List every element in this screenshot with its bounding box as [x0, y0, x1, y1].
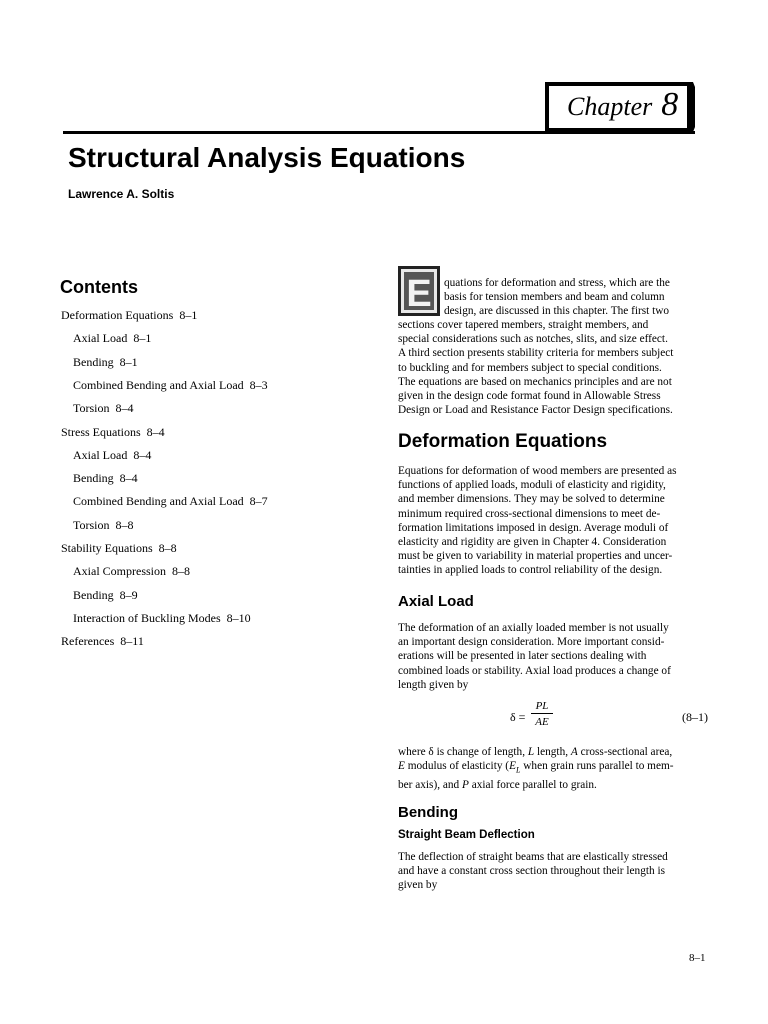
where-line: E modulus of elasticity ($E_L$ when grain runs parallel to mem- [398, 760, 674, 775]
toc-item [73, 355, 138, 370]
intro-line: basis for tension members and beam and column [444, 291, 665, 304]
author-name: Lawrence A. Soltis [68, 187, 175, 201]
toc-item-page: 8–1 [133, 331, 152, 345]
toc-item-page: 8–8 [172, 564, 190, 578]
equation-number: (8–1) [682, 710, 708, 724]
deformation-line: and member dimensions. They may be solved to determine [398, 493, 665, 506]
bending-heading: Bending [398, 804, 458, 821]
equation-lhs: δ = [510, 710, 526, 724]
axial-load-heading: Axial Load [398, 593, 474, 610]
toc-item [73, 378, 268, 393]
equation-denominator: AE [535, 716, 549, 728]
toc-item-label: Bending [73, 355, 114, 369]
toc-item-page: 8–10 [226, 611, 251, 625]
chapter-tab [545, 80, 695, 134]
straight-beam-deflection-heading: Straight Beam Deflection [398, 829, 535, 841]
toc-item [61, 308, 197, 323]
toc-item [73, 401, 134, 416]
axial-load-line: an important design consideration. More important consid- [398, 636, 665, 649]
intro-line: A third section presents stability criteria for members subject [398, 347, 674, 360]
intro-line: quations for deformation and stress, which are the [444, 277, 670, 289]
toc-item-label: Axial Load [73, 331, 128, 345]
equation-8-1 [398, 700, 708, 738]
where-line: ber axis), and P axial force parallel to grain. [398, 778, 597, 791]
svg-text:E: E [406, 273, 432, 315]
deformation-line: elasticity and rigidity are given in Chapter 4. Consideration [398, 536, 667, 549]
chapter-number: 8 [661, 86, 679, 123]
toc-item [73, 331, 151, 346]
toc-item [73, 564, 190, 579]
toc-item-label: Torsion [73, 401, 110, 415]
toc-item-label: Torsion [73, 518, 110, 532]
toc-item-page: 8–11 [120, 634, 144, 648]
bending-line: and have a constant cross section throughout their length is [398, 865, 665, 878]
intro-line: design, are discussed in this chapter. The first two [444, 305, 670, 318]
deformation-line: formation limitations imposed in design. Average moduli of [398, 521, 669, 534]
bending-line: given by [398, 879, 438, 892]
toc-item-label: Stability Equations [61, 541, 153, 555]
where-paragraph [398, 745, 708, 792]
contents-heading: Contents [60, 277, 138, 297]
toc-item-label: Combined Bending and Axial Load [73, 378, 244, 392]
equation-numerator: PL [531, 700, 553, 714]
toc-item-label: Combined Bending and Axial Load [73, 494, 244, 508]
toc-item-label: Deformation Equations [61, 308, 174, 322]
toc-item [73, 448, 151, 463]
toc-item [73, 611, 251, 626]
dropcap-e-icon [398, 266, 440, 316]
chapter-word: Chapter [567, 92, 653, 121]
toc-item-page: 8–4 [119, 471, 138, 485]
where-line: where δ is change of length, L length, A cross-sectional area, [398, 746, 673, 758]
deformation-line: tainties in applied loads to control reliability of the design. [398, 564, 663, 577]
axial-load-paragraph [398, 621, 708, 692]
intro-line: The equations are based on mechanics principles and are not [398, 375, 672, 388]
toc-item-label: Axial Compression [73, 564, 166, 578]
chapter-label [567, 86, 678, 124]
toc-item-page: 8–8 [158, 541, 177, 555]
toc-item [73, 494, 268, 509]
axial-load-line: erations will be presented in later sections dealing with [398, 650, 647, 663]
toc-item [73, 588, 138, 603]
axial-load-line: The deformation of an axially loaded member is not usually [398, 622, 669, 634]
intro-line: sections cover tapered members, straight members, and [398, 319, 649, 331]
deformation-equations-heading: Deformation Equations [398, 431, 608, 452]
toc-item [61, 541, 177, 556]
toc-item [73, 471, 138, 486]
intro-line: to buckling and for members subject to special conditions. [398, 361, 662, 374]
toc-item-label: Interaction of Buckling Modes [73, 611, 221, 625]
deformation-line: minimum required cross-sectional dimensions to meet de- [398, 507, 661, 520]
toc-item-label: Bending [73, 471, 114, 485]
toc-item-page: 8–4 [146, 425, 165, 439]
page-title: Structural Analysis Equations [68, 142, 466, 173]
toc-item-page: 8–7 [249, 494, 268, 508]
page-number: 8–1 [689, 952, 706, 964]
toc-item-label: Bending [73, 588, 114, 602]
toc-item [73, 518, 134, 533]
deformation-line: Equations for deformation of wood members are presented as [398, 465, 677, 477]
bending-line: The deflection of straight beams that are elastically stressed [398, 851, 668, 863]
toc-item-page: 8–9 [119, 588, 138, 602]
toc-item-page: 8–8 [115, 518, 134, 532]
intro-line: given in the design code format found in Allowable Stress [398, 390, 661, 403]
toc-item [61, 634, 144, 649]
deformation-line: must be given to variability in material properties and uncer- [398, 550, 673, 563]
deformation-paragraph [398, 464, 708, 578]
toc-item [61, 425, 165, 440]
toc-item-label: Stress Equations [61, 425, 141, 439]
toc-item-page: 8–4 [115, 401, 134, 415]
intro-line: special considerations such as notches, slits, and size effect. [398, 333, 668, 346]
toc-item-page: 8–1 [179, 308, 198, 322]
intro-paragraph-rest [398, 318, 708, 417]
intro-line: Design or Load and Resistance Factor Design specifications. [398, 404, 673, 417]
equation-fraction [531, 700, 553, 728]
toc-item-page: 8–3 [249, 378, 268, 392]
deformation-line: functions of applied loads, moduli of elasticity and rigidity, [398, 479, 666, 492]
intro-paragraph-start [444, 276, 708, 319]
toc-item-label: References [61, 634, 115, 648]
title-rule [63, 131, 695, 134]
bending-paragraph [398, 850, 708, 893]
axial-load-line: length given by [398, 678, 469, 691]
axial-load-line: combined loads or stability. Axial load produces a change of [398, 664, 671, 677]
toc-item-page: 8–1 [119, 355, 138, 369]
toc-item-page: 8–4 [133, 448, 152, 462]
toc-item-label: Axial Load [73, 448, 128, 462]
